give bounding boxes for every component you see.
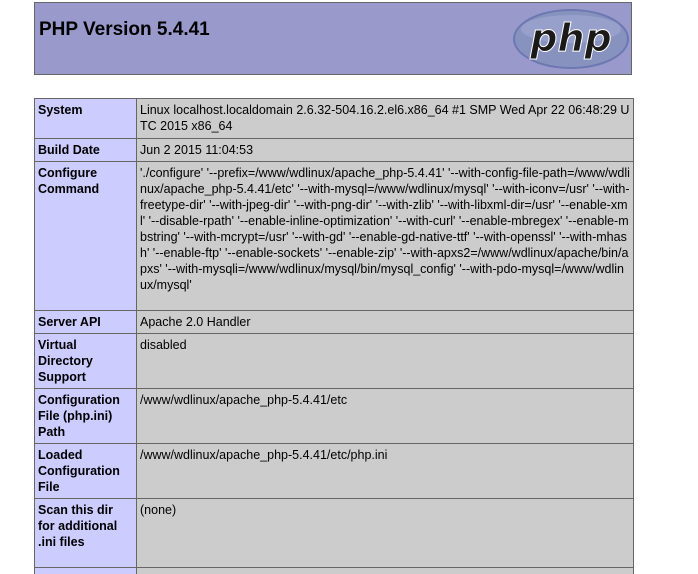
row-value [137,568,634,574]
table-row [35,568,634,574]
row-value: './configure' '--prefix=/www/wdlinux/apache_php-5.4.41' '--with-config-file-path=/www/wdlinux/apache_php-5.4.41/etc' '--with-mysql=/www/wdlinux/mysql' '--with-iconv=/usr' '--with-freetype-dir' '--with-jpeg-dir' '--with-png-dir' '--with-zlib' '--with-libxml-dir=/usr' '--enable-xml' '--disable-rpath' '--enable-inline-optimization' '--with-curl' '--enable-mbregex' '--enable-mbstring' '--with-mcrypt=/usr' '--with-gd' '--enable-gd-native-ttf' '--with-openssl' '--with-mhash' '--enable-ftp' '--enable-sockets' '--enable-zip' '--with-apxs2=/www/wdlinux/apache/bin/apxs' '--with-mysqli=/www/wdlinux/mysql/bin/mysql_config' '--with-pdo-mysql=/www/wdlinux/mysql' [137,162,634,311]
row-label: Server API [35,311,137,334]
row-value: disabled [137,334,634,389]
table-row [35,139,634,162]
table-row [35,99,634,139]
php-logo [511,7,631,71]
table-row [35,311,634,334]
info-table [34,98,634,574]
table-row [35,334,634,389]
php-logo-text: php [530,16,612,60]
version-header [34,2,632,75]
row-value: /www/wdlinux/apache_php-5.4.41/etc [137,389,634,444]
row-value: Jun 2 2015 11:04:53 [137,139,634,162]
table-row [35,444,634,499]
row-value: Linux localhost.localdomain 2.6.32-504.16.2.el6.x86_64 #1 SMP Wed Apr 22 06:48:29 UTC 2015 x86_64 [137,99,634,139]
row-label: Virtual Directory Support [35,334,137,389]
row-label: System [35,99,137,139]
row-label: Configuration File (php.ini) Path [35,389,137,444]
page-title: PHP Version 5.4.41 [39,19,210,40]
table-row [35,162,634,311]
row-label: Scan this dir for additional .ini files [35,499,137,568]
row-value: Apache 2.0 Handler [137,311,634,334]
row-label: Build Date [35,139,137,162]
row-value: (none) [137,499,634,568]
row-value: /www/wdlinux/apache_php-5.4.41/etc/php.ini [137,444,634,499]
table-row [35,499,634,568]
row-label: Configure Command [35,162,137,311]
row-label [35,568,137,574]
table-row [35,389,634,444]
row-label: Loaded Configuration File [35,444,137,499]
